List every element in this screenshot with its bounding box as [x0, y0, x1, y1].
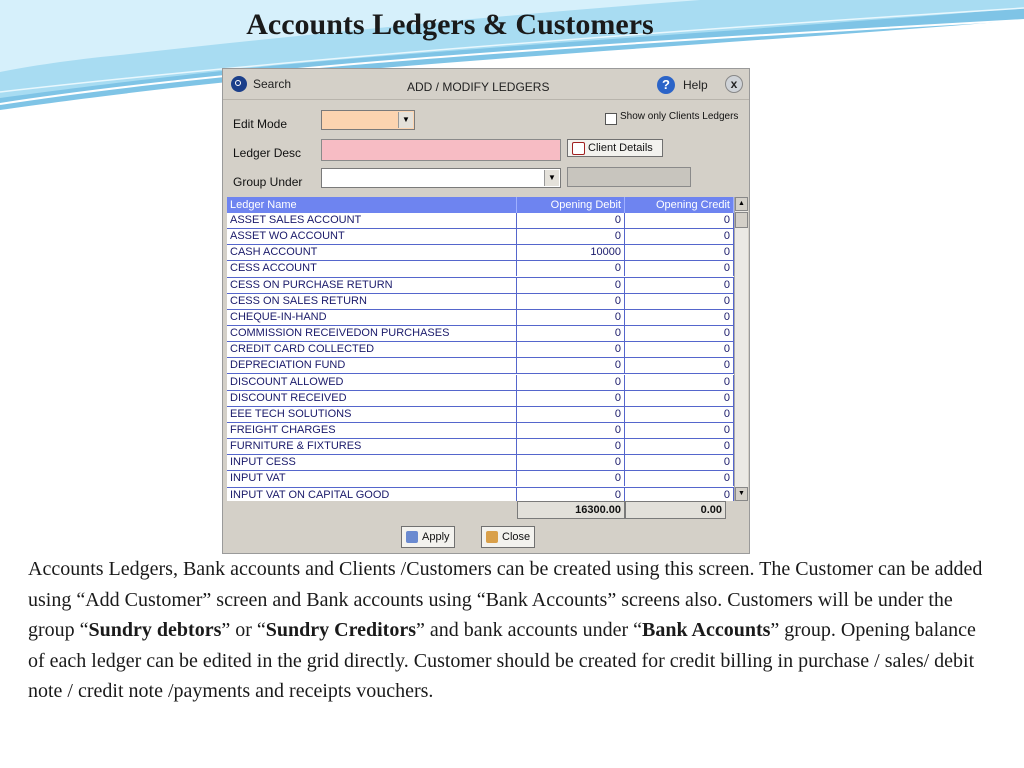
cell-ledger-name[interactable]: CESS ACCOUNT: [227, 261, 517, 276]
column-header-ledger-name[interactable]: Ledger Name: [227, 197, 517, 213]
cell-opening-credit[interactable]: 0: [625, 423, 734, 438]
cell-ledger-name[interactable]: CREDIT CARD COLLECTED: [227, 342, 517, 357]
table-row[interactable]: [227, 455, 734, 471]
table-row[interactable]: [227, 229, 734, 245]
scroll-up-icon[interactable]: ▲: [735, 197, 748, 211]
cell-opening-credit[interactable]: 0: [625, 213, 734, 228]
cell-opening-debit[interactable]: 0: [517, 471, 625, 486]
client-details-icon: [572, 142, 585, 155]
group-code-field: [567, 167, 691, 187]
cell-opening-credit[interactable]: 0: [625, 439, 734, 454]
cell-opening-debit[interactable]: 0: [517, 342, 625, 357]
column-header-opening-credit[interactable]: Opening Credit: [625, 197, 734, 213]
close-label: Close: [502, 531, 531, 543]
help-label[interactable]: Help: [683, 78, 708, 92]
cell-ledger-name[interactable]: DISCOUNT ALLOWED: [227, 375, 517, 390]
cell-opening-credit[interactable]: 0: [625, 342, 734, 357]
cell-ledger-name[interactable]: FURNITURE & FIXTURES: [227, 439, 517, 454]
cell-opening-debit[interactable]: 0: [517, 326, 625, 341]
description-bold-sundry-creditors: Sundry Creditors: [265, 619, 416, 641]
scroll-thumb[interactable]: [735, 212, 748, 228]
cell-opening-credit[interactable]: 0: [625, 261, 734, 276]
grid-scrollbar[interactable]: [734, 197, 748, 501]
edit-mode-label: Edit Mode: [233, 117, 288, 131]
cell-opening-credit[interactable]: 0: [625, 455, 734, 470]
group-under-select[interactable]: [321, 168, 561, 188]
cell-opening-credit[interactable]: 0: [625, 358, 734, 373]
cell-opening-debit[interactable]: 0: [517, 278, 625, 293]
add-modify-ledgers-window: [222, 68, 750, 554]
table-row[interactable]: [227, 342, 734, 358]
cell-opening-debit[interactable]: 0: [517, 391, 625, 406]
cell-opening-debit[interactable]: 0: [517, 439, 625, 454]
description-bold-bank-accounts: Bank Accounts: [642, 619, 771, 641]
apply-label: Apply: [422, 531, 450, 543]
window-titlebar: [223, 69, 749, 100]
edit-mode-select[interactable]: [321, 110, 415, 130]
cell-opening-credit[interactable]: 0: [625, 326, 734, 341]
cell-ledger-name[interactable]: CESS ON PURCHASE RETURN: [227, 278, 517, 293]
table-row[interactable]: [227, 423, 734, 439]
scroll-down-icon[interactable]: ▼: [735, 487, 748, 501]
cell-opening-debit[interactable]: 0: [517, 294, 625, 309]
column-header-opening-debit[interactable]: Opening Debit: [517, 197, 625, 213]
apply-icon: [406, 531, 418, 543]
search-icon[interactable]: [231, 76, 247, 92]
description-text-3: ” and bank accounts under “: [416, 619, 643, 641]
table-row[interactable]: [227, 326, 734, 342]
table-row[interactable]: [227, 471, 734, 487]
cell-opening-credit[interactable]: 0: [625, 245, 734, 260]
chevron-down-icon[interactable]: ▼: [544, 170, 559, 186]
slide-title: Accounts Ledgers & Customers: [246, 8, 654, 41]
show-only-clients-label: Show only Clients Ledgers: [620, 111, 739, 122]
cell-opening-debit[interactable]: 0: [517, 407, 625, 422]
table-row[interactable]: [227, 213, 734, 229]
cell-ledger-name[interactable]: COMMISSION RECEIVEDON PURCHASES: [227, 326, 517, 341]
table-row[interactable]: [227, 245, 734, 261]
client-details-button[interactable]: [567, 139, 663, 157]
table-row[interactable]: [227, 294, 734, 310]
cell-opening-credit[interactable]: 0: [625, 375, 734, 390]
cell-opening-credit[interactable]: 0: [625, 471, 734, 486]
table-row[interactable]: [227, 488, 734, 501]
total-opening-credit: 0.00: [625, 501, 726, 519]
cell-opening-debit[interactable]: 0: [517, 213, 625, 228]
cell-opening-debit[interactable]: 0: [517, 310, 625, 325]
cell-opening-debit[interactable]: 0: [517, 455, 625, 470]
help-icon[interactable]: ?: [657, 76, 675, 94]
cell-opening-debit[interactable]: 0: [517, 375, 625, 390]
cell-ledger-name[interactable]: DEPRECIATION FUND: [227, 358, 517, 373]
cell-opening-debit[interactable]: 0: [517, 261, 625, 276]
cell-opening-debit[interactable]: 0: [517, 358, 625, 373]
cell-opening-credit[interactable]: 0: [625, 407, 734, 422]
ledger-desc-label: Ledger Desc: [233, 146, 302, 160]
chevron-down-icon[interactable]: ▼: [398, 112, 413, 128]
cell-ledger-name[interactable]: ASSET SALES ACCOUNT: [227, 213, 517, 228]
cell-ledger-name[interactable]: INPUT VAT: [227, 471, 517, 486]
cell-opening-credit[interactable]: 0: [625, 488, 734, 501]
close-icon[interactable]: x: [725, 75, 743, 93]
table-row[interactable]: [227, 278, 734, 294]
cell-opening-debit[interactable]: 0: [517, 229, 625, 244]
window-title: ADD / MODIFY LEDGERS: [407, 80, 550, 94]
grid-header: [227, 197, 734, 213]
cell-ledger-name[interactable]: CHEQUE-IN-HAND: [227, 310, 517, 325]
cell-opening-debit[interactable]: 10000: [517, 245, 625, 260]
description-text-1: Accounts Ledgers, Bank accounts and Clients /Customers can be created using this screen. The Customer can be added using “Add Customer” screen and Bank accounts using “Bank Accounts” screens also. Customers will be under the group “: [28, 558, 983, 641]
table-row[interactable]: [227, 261, 734, 277]
cell-opening-credit[interactable]: 0: [625, 391, 734, 406]
table-row[interactable]: [227, 407, 734, 423]
cell-opening-credit[interactable]: 0: [625, 229, 734, 244]
table-row[interactable]: [227, 358, 734, 374]
cell-opening-debit[interactable]: 0: [517, 488, 625, 501]
cell-ledger-name[interactable]: CESS ON SALES RETURN: [227, 294, 517, 309]
cell-opening-credit[interactable]: 0: [625, 294, 734, 309]
apply-button[interactable]: [401, 526, 455, 548]
close-door-icon: [486, 531, 498, 543]
table-row[interactable]: [227, 391, 734, 407]
slide-description: [28, 554, 988, 707]
client-details-label: Client Details: [588, 142, 653, 154]
table-row[interactable]: [227, 439, 734, 455]
description-text-4: ” group. Opening balance of each ledger can be edited in the grid directly. Customer should be created for credit billing in purchase / sales/ debit note / credit note /payments and receipts vouchers.: [28, 619, 976, 702]
cell-opening-debit[interactable]: 0: [517, 423, 625, 438]
description-bold-sundry-debtors: Sundry debtors: [88, 619, 222, 641]
show-only-clients-checkbox[interactable]: [605, 113, 617, 125]
description-text-2: ” or “: [221, 619, 266, 641]
cell-ledger-name[interactable]: INPUT CESS: [227, 455, 517, 470]
cell-ledger-name[interactable]: ASSET WO ACCOUNT: [227, 229, 517, 244]
close-button[interactable]: [481, 526, 535, 548]
cell-ledger-name[interactable]: DISCOUNT RECEIVED: [227, 391, 517, 406]
cell-ledger-name[interactable]: CASH ACCOUNT: [227, 245, 517, 260]
group-under-label: Group Under: [233, 175, 303, 189]
search-label[interactable]: Search: [253, 77, 292, 91]
cell-ledger-name[interactable]: FREIGHT CHARGES: [227, 423, 517, 438]
cell-ledger-name[interactable]: EEE TECH SOLUTIONS: [227, 407, 517, 422]
ledger-grid: [227, 197, 734, 501]
cell-opening-credit[interactable]: 0: [625, 278, 734, 293]
cell-opening-credit[interactable]: 0: [625, 310, 734, 325]
ledger-desc-input[interactable]: [321, 139, 561, 161]
table-row[interactable]: [227, 375, 734, 391]
cell-ledger-name[interactable]: INPUT VAT ON CAPITAL GOOD: [227, 488, 517, 501]
total-opening-debit: 16300.00: [517, 501, 625, 519]
table-row[interactable]: [227, 310, 734, 326]
